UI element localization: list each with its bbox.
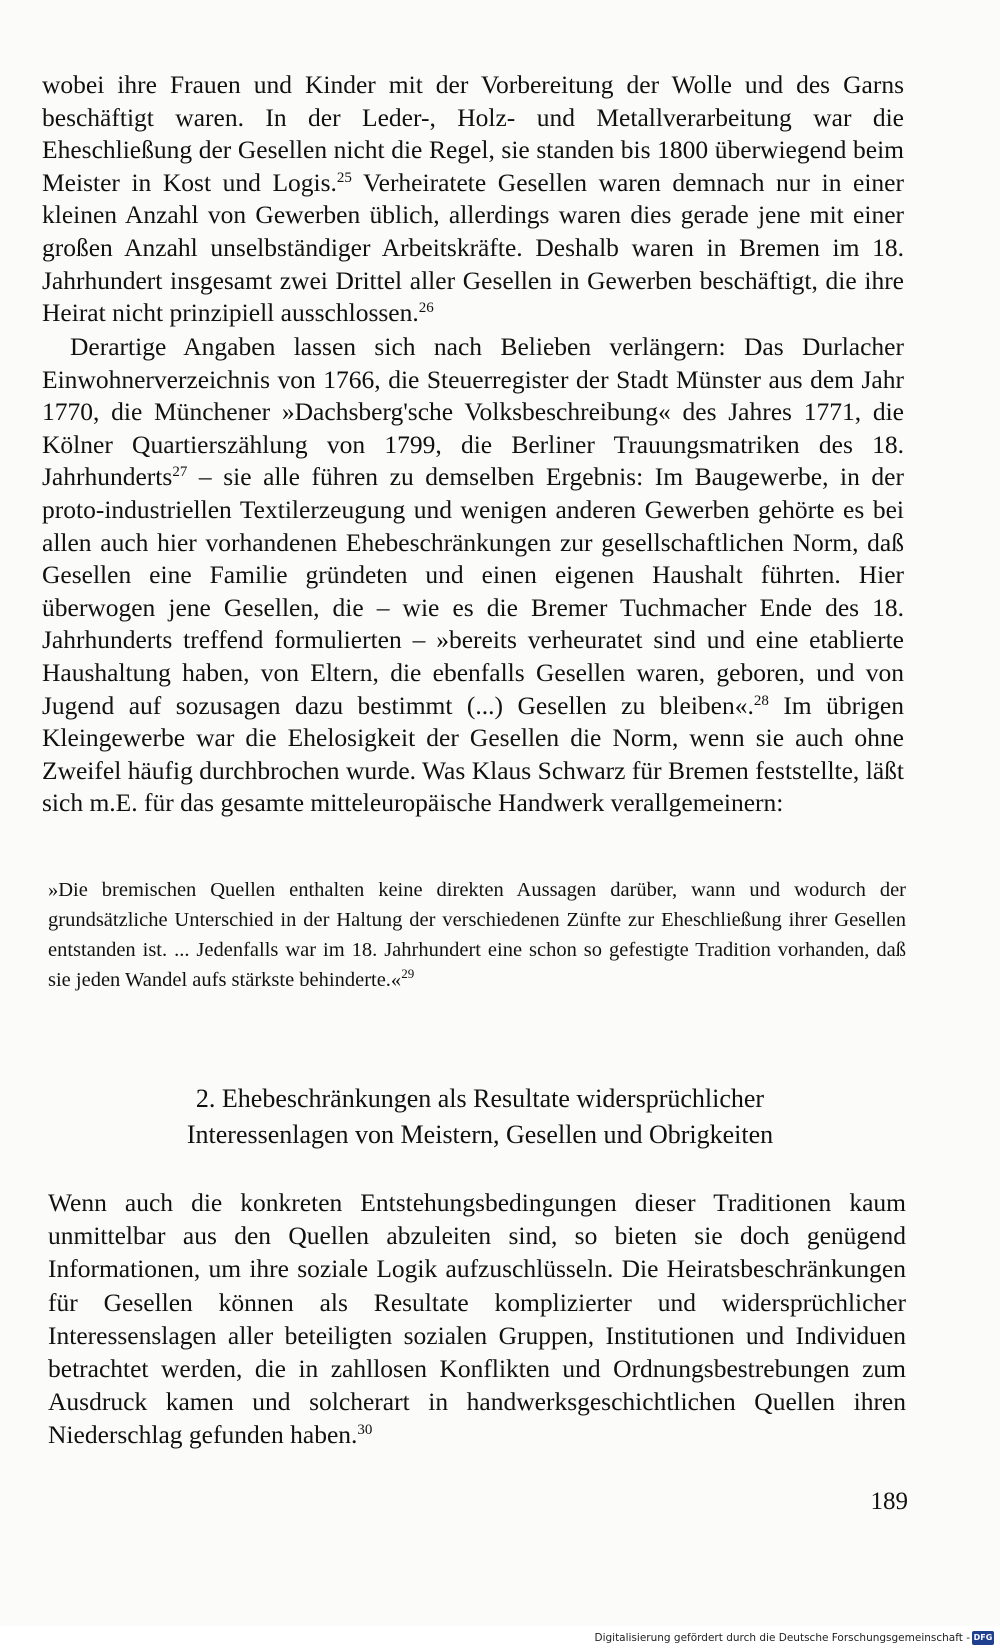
paragraph-2-text-cont: – sie alle führen zu demselben Ergebnis: Im Baugewerbe, in der proto-industriellen Textilerzeugung und wenigen anderen Gewerben gehörte es bei allen auch hier vorhandenen Ehebeschränkungen zur gesellschaftlichen Norm, daß Gesellen eine Familie gründeten und einen eigenen Haushalt führten. Hier überwogen jene Gesellen, die – wie es die Bremer Tuchmacher Ende des 18. Jahrhunderts treffend formulierten – »bereits verheuratet sind und eine etablierte Haushaltung haben, von Eltern, die ebenfalls Gesellen waren, geboren, und von Jugend auf sozusagen dazu bestimmt (...) Gesellen zu bleiben«. (42, 462, 904, 720)
paragraph-1 (42, 69, 904, 330)
paragraph-2-text: Derartige Angaben lassen sich nach Belieben verlängern: Das Durlacher Einwohnerverzeichnis von 1766, die Steuerregister der Stadt Münster aus dem Jahr 1770, die Münchener »Dachsberg'sche Volksbeschreibung« des Jahres 1771, die Kölner Quartierszählung von 1799, die Berliner Trauungsmatriken des 18. Jahrhunderts (42, 332, 904, 492)
footnote-ref-29: 29 (401, 966, 415, 981)
paragraph-1-text-cont: Verheiratete Gesellen waren demnach nur in einer kleinen Anzahl von Gewerben üblich, allerdings waren dies gerade jene mit einer großen Anzahl unselbständiger Arbeitskräfte. Deshalb waren in Bremen im 18. Jahrhundert insgesamt zwei Drittel aller Gesellen in Gewerben beschäftigt, die ihre Heirat nicht prinzipiell ausschlossen. (42, 167, 904, 328)
footnote-ref-30: 30 (357, 1422, 373, 1439)
section-heading-line-2: Interessenlagen von Meistern, Gesellen und Obrigkeiten (186, 1120, 774, 1149)
paragraph-3-text: Wenn auch die konkreten Entstehungsbedingungen dieser Traditionen kaum unmittelbar aus den Quellen abzuleiten sind, so bieten sie doch genügend Informationen, um ihre soziale Logik aufzuschlüsseln. Die Heiratsbeschränkungen für Gesellen können als Resultate komplizierter und widersprüchlicher Interessenslagen aller beteiligten sozialen Gruppen, Institutionen und Individuen betrachtet werden, die in zahllosen Konflikten und Ordnungsbestrebungen zum Ausdruck kamen und solcherart in handwerksgeschichtlichen Quellen ihren Niederschlag gefunden haben. (48, 1188, 906, 1450)
block-quote (48, 875, 906, 995)
footnote-ref-26: 26 (418, 300, 434, 317)
footnote-ref-25: 25 (336, 169, 352, 186)
section-heading (60, 1081, 900, 1153)
block-quote-text: »Die bremischen Quellen enthalten keine direkten Aussagen darüber, wann und wodurch der grundsätzliche Unterschied in der Haltung der verschiedenen Zünfte zur Eheschließung ihrer Gesellen entstanden ist. ... Jedenfalls war im 18. Jahrhundert eine schon so gefestigte Tradition vorhanden, daß sie jeden Wandel aufs stärkste behinderte.« (48, 879, 906, 991)
paragraph-2-text-end: Im übrigen Kleingewerbe war die Ehelosigkeit der Gesellen die Norm, wenn sie auch ohne Zweifel häufig durchbrochen wurde. Was Klaus Schwarz für Bremen feststellte, läßt sich m.E. für das gesamte mitteleuropäische Handwerk verallgemeinern: (42, 690, 904, 818)
paragraph-1-text: wobei ihre Frauen und Kinder mit der Vorbereitung der Wolle und des Garns beschäftigt waren. In der Leder-, Holz- und Metallverarbeitung war die Eheschließung der Gesellen nicht die Regel, sie standen bis 1800 überwiegend beim Meister in Kost und Logis. (42, 70, 904, 197)
paragraph-2 (42, 331, 904, 820)
page-number: 189 (870, 1488, 908, 1515)
funding-credit: Digitalisierung gefördert durch die Deutsche Forschungsgemeinschaft - (594, 1632, 970, 1644)
footnote-ref-27: 27 (172, 464, 188, 481)
section-heading-line-1: 2. Ehebeschränkungen als Resultate widersprüchlicher (195, 1084, 765, 1113)
footnote-ref-28: 28 (753, 692, 769, 709)
dfg-logo-icon: DFG (972, 1631, 994, 1645)
paragraph-3 (48, 1186, 906, 1452)
